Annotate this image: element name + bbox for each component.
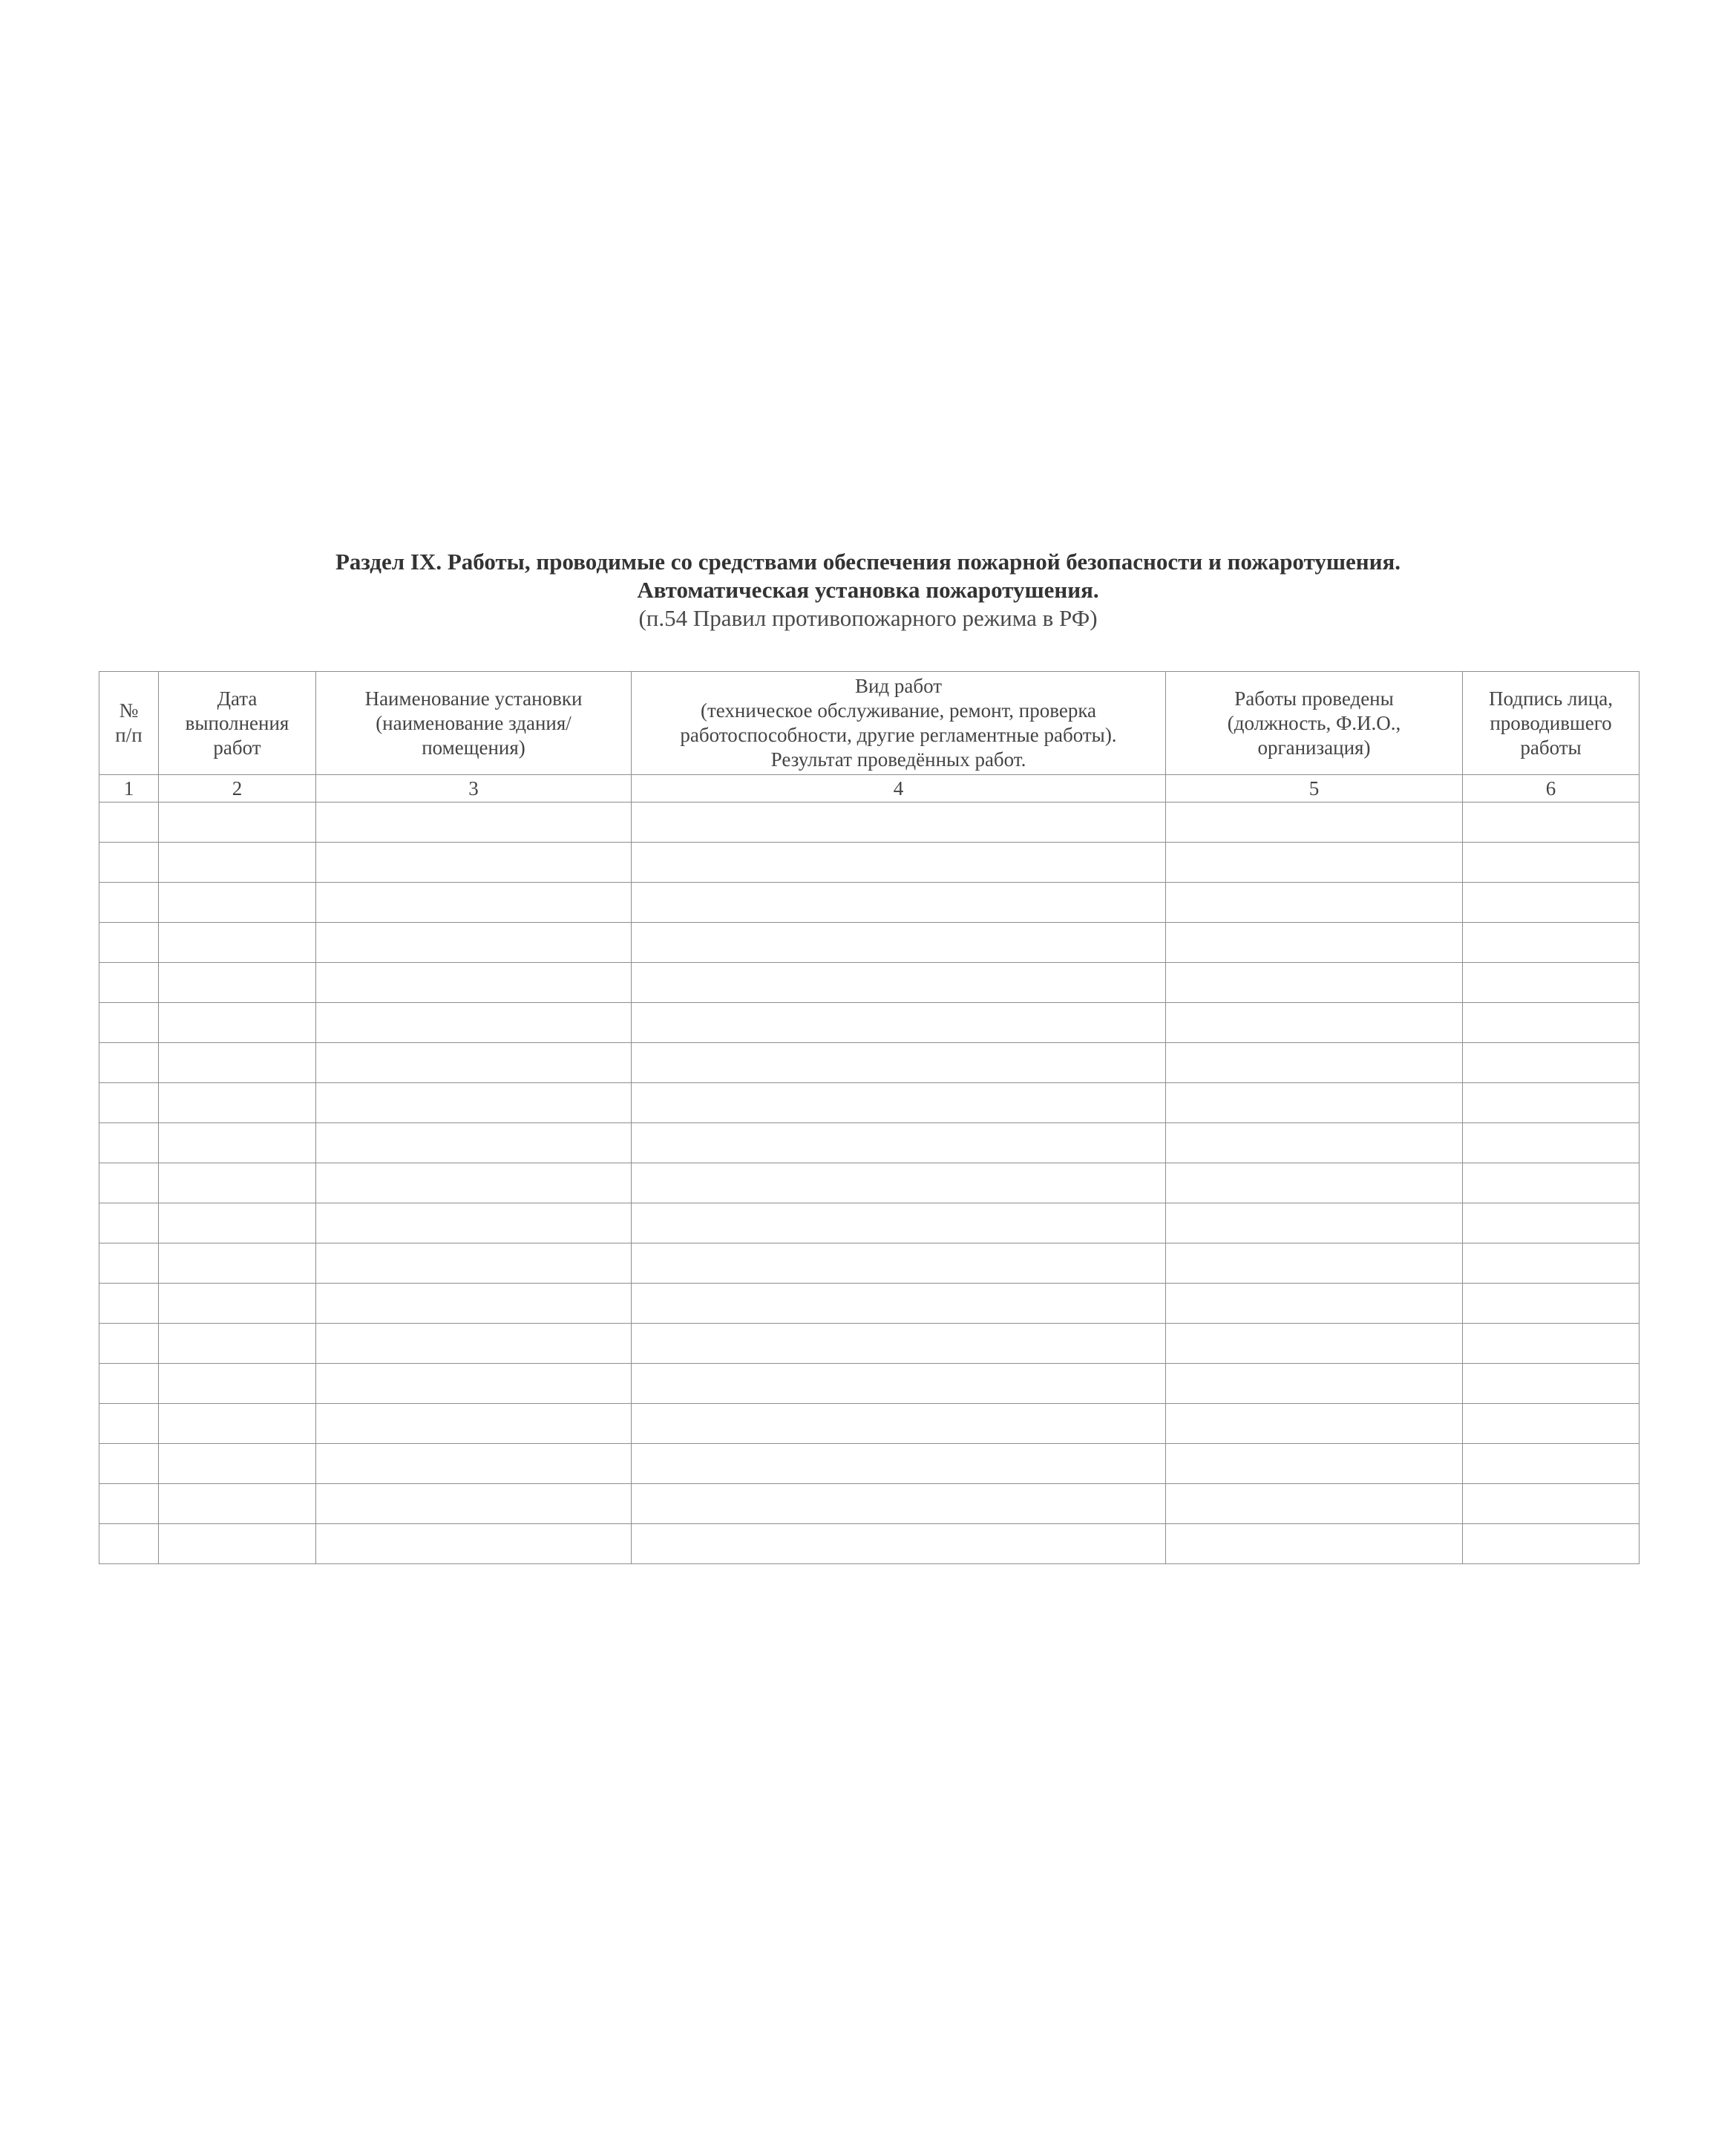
table-cell: [1463, 1284, 1640, 1324]
table-cell: [99, 1364, 159, 1404]
table-cell: [99, 843, 159, 883]
table-cell: [1463, 923, 1640, 963]
table-cell: [159, 1364, 316, 1404]
table-row: [99, 1163, 1640, 1203]
table-cell: [1166, 1404, 1463, 1444]
table-cell: [159, 1123, 316, 1163]
table-cell: [632, 963, 1166, 1003]
table-cell: [159, 1324, 316, 1364]
table-cell: [99, 803, 159, 843]
table-cell: [99, 1324, 159, 1364]
table-cell: [99, 1083, 159, 1123]
table-cell: [632, 1043, 1166, 1083]
table-cell: [1166, 1444, 1463, 1484]
table-cell: [632, 1083, 1166, 1123]
table-cell: [99, 1284, 159, 1324]
table-cell: [1463, 1404, 1640, 1444]
table-cell: [632, 1364, 1166, 1404]
table-header-row: [99, 672, 1640, 775]
table-cell: [99, 1484, 159, 1524]
column-number: 3: [316, 775, 632, 803]
table-cell: [1463, 883, 1640, 923]
table-cell: [159, 803, 316, 843]
table-cell: [159, 1083, 316, 1123]
column-number: 1: [99, 775, 159, 803]
table-row: [99, 1203, 1640, 1243]
table-body: [99, 803, 1640, 1564]
table-row: [99, 843, 1640, 883]
table-cell: [632, 1163, 1166, 1203]
table-row: [99, 963, 1640, 1003]
table-cell: [632, 923, 1166, 963]
table-row: [99, 803, 1640, 843]
table-cell: [1463, 963, 1640, 1003]
table-cell: [1166, 1043, 1463, 1083]
table-cell: [1463, 1444, 1640, 1484]
table-cell: [1166, 843, 1463, 883]
table-cell: [632, 1484, 1166, 1524]
table-cell: [632, 1284, 1166, 1324]
table-cell: [99, 1003, 159, 1043]
table-cell: [159, 1284, 316, 1324]
section-title: Раздел IX. Работы, проводимые со средствами обеспечения пожарной безопасности и пожаротушения.: [335, 549, 1401, 575]
table-cell: [1166, 1163, 1463, 1203]
header-cell-signature: Подпись лица, проводившего работы: [1463, 672, 1640, 775]
table-cell: [316, 1163, 632, 1203]
table-cell: [1166, 1484, 1463, 1524]
table-row: [99, 1484, 1640, 1524]
table-cell: [632, 1203, 1166, 1243]
table-cell: [99, 1203, 159, 1243]
table-cell: [316, 963, 632, 1003]
table-cell: [1166, 1243, 1463, 1284]
table-cell: [632, 883, 1166, 923]
column-number: 6: [1463, 775, 1640, 803]
table-cell: [1463, 1524, 1640, 1564]
table-row: [99, 1284, 1640, 1324]
table-cell: [99, 1043, 159, 1083]
header-cell-work-type: Вид работ (техническое обслуживание, ремонт, проверка работоспособности, другие регламентные работы). Результат проведённых работ.: [632, 672, 1166, 775]
table-cell: [159, 1163, 316, 1203]
column-number: 5: [1166, 775, 1463, 803]
table-cell: [1166, 883, 1463, 923]
rules-reference: (п.54 Правил противопожарного режима в РФ): [638, 605, 1098, 631]
table-cell: [316, 1123, 632, 1163]
table-row: [99, 1123, 1640, 1163]
column-number: 2: [159, 775, 316, 803]
table-cell: [316, 843, 632, 883]
table-cell: [316, 1043, 632, 1083]
table-cell: [316, 883, 632, 923]
column-number: 4: [632, 775, 1166, 803]
table-cell: [99, 923, 159, 963]
table-row: [99, 1083, 1640, 1123]
table-row: [99, 1043, 1640, 1083]
table-row: [99, 923, 1640, 963]
table-cell: [159, 1203, 316, 1243]
table-cell: [316, 1444, 632, 1484]
table-cell: [1166, 803, 1463, 843]
table-cell: [316, 1003, 632, 1043]
table-cell: [159, 1524, 316, 1564]
table-cell: [159, 1404, 316, 1444]
table-cell: [316, 1324, 632, 1364]
table-cell: [1463, 803, 1640, 843]
table-cell: [1166, 1083, 1463, 1123]
table-cell: [632, 1324, 1166, 1364]
table-cell: [1166, 1203, 1463, 1243]
table-cell: [632, 1524, 1166, 1564]
table-cell: [159, 1243, 316, 1284]
table-cell: [1463, 1364, 1640, 1404]
table-row: [99, 1404, 1640, 1444]
header-cell-installation: Наименование установки (наименование здания/ помещения): [316, 672, 632, 775]
table-cell: [316, 923, 632, 963]
table-cell: [159, 1043, 316, 1083]
table-cell: [316, 1203, 632, 1243]
header-cell-performed-by: Работы проведены (должность, Ф.И.О., организация): [1166, 672, 1463, 775]
table-row: [99, 1324, 1640, 1364]
table-cell: [632, 1444, 1166, 1484]
table-cell: [1166, 1524, 1463, 1564]
section-subtitle: Автоматическая установка пожаротушения.: [637, 577, 1099, 603]
table-cell: [1463, 1324, 1640, 1364]
table-cell: [316, 1404, 632, 1444]
table-cell: [99, 1123, 159, 1163]
table-cell: [1463, 1003, 1640, 1043]
table-cell: [632, 1404, 1166, 1444]
table-cell: [99, 1404, 159, 1444]
table-cell: [1463, 1083, 1640, 1123]
header-cell-date: Дата выполнения работ: [159, 672, 316, 775]
table-cell: [159, 1484, 316, 1524]
table-cell: [1166, 1324, 1463, 1364]
table-cell: [632, 1003, 1166, 1043]
table-row: [99, 1524, 1640, 1564]
column-number-row: [99, 775, 1640, 803]
table-cell: [1463, 1243, 1640, 1284]
header-cell-number: № п/п: [99, 672, 159, 775]
table-cell: [1166, 1284, 1463, 1324]
table-cell: [1166, 1003, 1463, 1043]
table-cell: [99, 1243, 159, 1284]
table-row: [99, 883, 1640, 923]
table-row: [99, 1243, 1640, 1284]
table-cell: [316, 803, 632, 843]
works-log-table: [99, 671, 1640, 1564]
table-cell: [99, 883, 159, 923]
table-cell: [632, 803, 1166, 843]
table-cell: [1166, 1364, 1463, 1404]
table-cell: [632, 1243, 1166, 1284]
table-cell: [1166, 1123, 1463, 1163]
table-cell: [316, 1484, 632, 1524]
table-cell: [316, 1364, 632, 1404]
table-cell: [159, 883, 316, 923]
table-cell: [1166, 963, 1463, 1003]
table-cell: [1463, 1043, 1640, 1083]
table-cell: [316, 1083, 632, 1123]
table-cell: [1463, 1123, 1640, 1163]
table-cell: [1463, 1203, 1640, 1243]
table-cell: [1166, 923, 1463, 963]
table-row: [99, 1444, 1640, 1484]
table-cell: [316, 1524, 632, 1564]
table-cell: [99, 1524, 159, 1564]
table-cell: [159, 923, 316, 963]
table-cell: [632, 1123, 1166, 1163]
table-cell: [159, 1444, 316, 1484]
table-cell: [99, 963, 159, 1003]
table-cell: [99, 1444, 159, 1484]
table-row: [99, 1364, 1640, 1404]
table-cell: [159, 843, 316, 883]
table-row: [99, 1003, 1640, 1043]
section-heading: [0, 548, 1736, 633]
table-cell: [99, 1163, 159, 1203]
table-cell: [316, 1243, 632, 1284]
table-cell: [1463, 1163, 1640, 1203]
table-cell: [1463, 843, 1640, 883]
table-cell: [632, 843, 1166, 883]
table-cell: [316, 1284, 632, 1324]
table-cell: [159, 1003, 316, 1043]
table-cell: [159, 963, 316, 1003]
table-cell: [1463, 1484, 1640, 1524]
